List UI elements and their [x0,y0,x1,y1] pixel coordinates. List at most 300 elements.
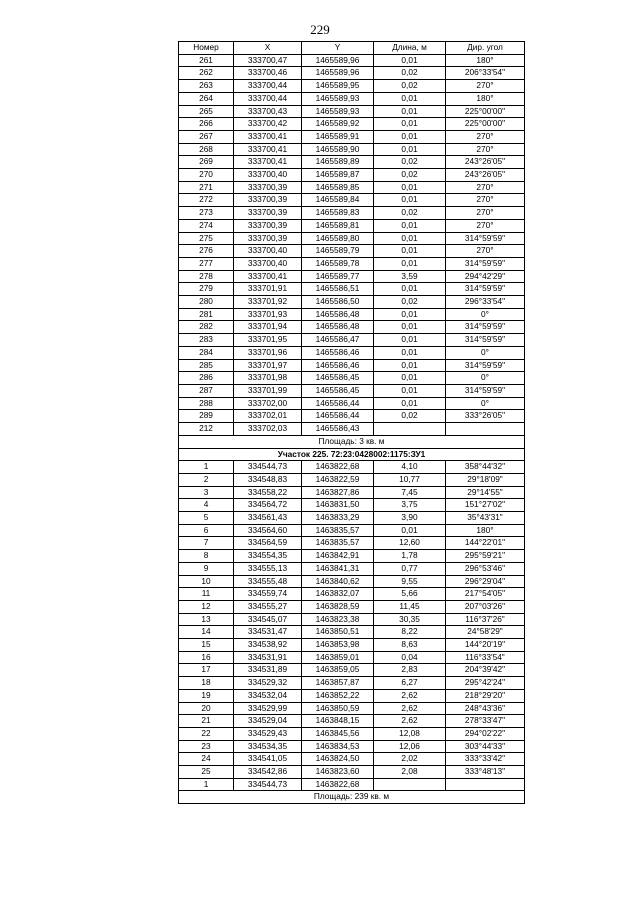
y-coordinate-cell: 1463824,50 [302,753,374,766]
y-coordinate-cell: 1463850,59 [302,702,374,715]
table-row [179,727,525,740]
angle-cell: 270° [446,207,525,220]
length-cell: 0,01 [374,181,446,194]
y-coordinate-cell: 1465586,44 [302,410,374,423]
point-number-cell: 263 [179,80,234,93]
table-row [179,270,525,283]
y-coordinate-cell: 1465589,79 [302,245,374,258]
table-row [179,588,525,601]
point-number-cell: 19 [179,689,234,702]
length-cell: 2,08 [374,766,446,779]
length-cell: 10,77 [374,473,446,486]
angle-cell: 314°59'59" [446,384,525,397]
table-row [179,524,525,537]
angle-cell: 333°26'05" [446,410,525,423]
point-number-cell: 267 [179,130,234,143]
section2-rows [179,461,525,791]
length-cell: 12,06 [374,740,446,753]
table-row [179,778,525,791]
x-coordinate-cell: 333700,44 [234,80,302,93]
table-row [179,232,525,245]
table-row [179,194,525,207]
length-cell: 12,60 [374,537,446,550]
length-cell: 0,04 [374,651,446,664]
table-row [179,283,525,296]
y-coordinate-cell: 1463823,38 [302,613,374,626]
y-coordinate-cell: 1465586,45 [302,384,374,397]
section2-area-row [179,791,525,804]
column-header-x: X [234,42,302,55]
point-number-cell: 6 [179,524,234,537]
table-row [179,715,525,728]
x-coordinate-cell: 334531,91 [234,651,302,664]
y-coordinate-cell: 1465586,50 [302,296,374,309]
x-coordinate-cell: 333700,39 [234,232,302,245]
x-coordinate-cell: 333701,99 [234,384,302,397]
table-row [179,207,525,220]
angle-cell: 270° [446,181,525,194]
table-row [179,702,525,715]
angle-cell: 294°42'29" [446,270,525,283]
table-row [179,562,525,575]
point-number-cell: 5 [179,512,234,525]
x-coordinate-cell: 333700,44 [234,92,302,105]
y-coordinate-cell: 1463833,29 [302,512,374,525]
table-row [179,575,525,588]
length-cell: 6,27 [374,677,446,690]
x-coordinate-cell: 333700,41 [234,270,302,283]
point-number-cell: 262 [179,67,234,80]
point-number-cell: 8 [179,550,234,563]
x-coordinate-cell: 334545,07 [234,613,302,626]
point-number-cell: 4 [179,499,234,512]
table-row [179,423,525,436]
point-number-cell: 24 [179,753,234,766]
length-cell: 0,01 [374,219,446,232]
x-coordinate-cell: 333701,95 [234,334,302,347]
y-coordinate-cell: 1465589,78 [302,257,374,270]
point-number-cell: 9 [179,562,234,575]
table-row [179,626,525,639]
point-number-cell: 11 [179,588,234,601]
x-coordinate-cell: 334558,22 [234,486,302,499]
point-number-cell: 261 [179,54,234,67]
x-coordinate-cell: 333700,39 [234,194,302,207]
point-number-cell: 264 [179,92,234,105]
x-coordinate-cell: 333700,41 [234,156,302,169]
length-cell: 2,83 [374,664,446,677]
angle-cell: 296°33'54" [446,296,525,309]
angle-cell: 314°59'59" [446,359,525,372]
x-coordinate-cell: 334531,89 [234,664,302,677]
length-cell [374,778,446,791]
angle-cell: 204°39'42" [446,664,525,677]
y-coordinate-cell: 1465589,96 [302,54,374,67]
angle-cell: 180° [446,92,525,105]
section2-area: Площадь: 239 кв. м [179,791,525,804]
length-cell: 0,02 [374,80,446,93]
y-coordinate-cell: 1465589,89 [302,156,374,169]
y-coordinate-cell: 1463827,86 [302,486,374,499]
point-number-cell: 3 [179,486,234,499]
length-cell: 0,01 [374,118,446,131]
x-coordinate-cell: 334564,72 [234,499,302,512]
y-coordinate-cell: 1465586,45 [302,372,374,385]
angle-cell: 333°33'42" [446,753,525,766]
length-cell: 8,63 [374,639,446,652]
table-row [179,677,525,690]
table-row [179,473,525,486]
y-coordinate-cell: 1465589,92 [302,118,374,131]
y-coordinate-cell: 1463842,91 [302,550,374,563]
length-cell: 0,01 [374,372,446,385]
table-row [179,346,525,359]
angle-cell: 314°59'59" [446,283,525,296]
angle-cell: 295°42'24" [446,677,525,690]
table-row [179,257,525,270]
length-cell: 0,01 [374,283,446,296]
x-coordinate-cell: 333701,94 [234,321,302,334]
point-number-cell: 21 [179,715,234,728]
angle-cell: 116°33'54" [446,651,525,664]
table-row [179,384,525,397]
point-number-cell: 2 [179,473,234,486]
length-cell: 0,01 [374,334,446,347]
x-coordinate-cell: 333702,00 [234,397,302,410]
x-coordinate-cell: 333700,39 [234,207,302,220]
x-coordinate-cell: 333700,43 [234,105,302,118]
length-cell: 4,10 [374,461,446,474]
point-number-cell: 283 [179,334,234,347]
angle-cell [446,778,525,791]
y-coordinate-cell: 1465586,48 [302,321,374,334]
x-coordinate-cell: 333701,93 [234,308,302,321]
point-number-cell: 269 [179,156,234,169]
angle-cell: 225°00'00" [446,118,525,131]
y-coordinate-cell: 1463831,50 [302,499,374,512]
table-row [179,600,525,613]
x-coordinate-cell: 334544,73 [234,461,302,474]
x-coordinate-cell: 333702,03 [234,423,302,436]
section1-area-row [179,435,525,448]
y-coordinate-cell: 1465586,47 [302,334,374,347]
y-coordinate-cell: 1463845,56 [302,727,374,740]
x-coordinate-cell: 334532,04 [234,689,302,702]
x-coordinate-cell: 334541,05 [234,753,302,766]
angle-cell: 35°43'31" [446,512,525,525]
y-coordinate-cell: 1465589,90 [302,143,374,156]
point-number-cell: 16 [179,651,234,664]
x-coordinate-cell: 333700,41 [234,130,302,143]
length-cell: 2,62 [374,689,446,702]
angle-cell: 270° [446,245,525,258]
angle-cell [446,423,525,436]
angle-cell: 217°54'05" [446,588,525,601]
point-number-cell: 282 [179,321,234,334]
angle-cell: 314°59'59" [446,232,525,245]
length-cell: 0,01 [374,245,446,258]
x-coordinate-cell: 333700,40 [234,169,302,182]
y-coordinate-cell: 1463834,53 [302,740,374,753]
point-number-cell: 285 [179,359,234,372]
y-coordinate-cell: 1465586,44 [302,397,374,410]
angle-cell: 270° [446,130,525,143]
point-number-cell: 288 [179,397,234,410]
section2-title-row [179,448,525,461]
table-row [179,67,525,80]
point-number-cell: 25 [179,766,234,779]
angle-cell: 180° [446,54,525,67]
y-coordinate-cell: 1465586,46 [302,359,374,372]
y-coordinate-cell: 1463852,22 [302,689,374,702]
y-coordinate-cell: 1463835,57 [302,524,374,537]
table-row [179,169,525,182]
angle-cell: 314°59'59" [446,257,525,270]
length-cell: 2,02 [374,753,446,766]
length-cell: 0,01 [374,346,446,359]
y-coordinate-cell: 1465589,85 [302,181,374,194]
point-number-cell: 286 [179,372,234,385]
point-number-cell: 276 [179,245,234,258]
point-number-cell: 10 [179,575,234,588]
length-cell: 0,01 [374,321,446,334]
table-row [179,105,525,118]
y-coordinate-cell: 1465589,83 [302,207,374,220]
length-cell: 0,01 [374,397,446,410]
angle-cell: 243°26'05" [446,169,525,182]
length-cell: 8,22 [374,626,446,639]
x-coordinate-cell: 333701,91 [234,283,302,296]
point-number-cell: 279 [179,283,234,296]
angle-cell: 248°43'36" [446,702,525,715]
length-cell: 11,45 [374,600,446,613]
length-cell: 0,01 [374,92,446,105]
table-row [179,143,525,156]
angle-cell: 207°03'26" [446,600,525,613]
angle-cell: 358°44'32" [446,461,525,474]
x-coordinate-cell: 333700,39 [234,181,302,194]
table-row [179,689,525,702]
table-row [179,486,525,499]
x-coordinate-cell: 334548,83 [234,473,302,486]
point-number-cell: 287 [179,384,234,397]
x-coordinate-cell: 334538,92 [234,639,302,652]
x-coordinate-cell: 334564,59 [234,537,302,550]
y-coordinate-cell: 1465589,95 [302,80,374,93]
length-cell: 3,59 [374,270,446,283]
y-coordinate-cell: 1463857,87 [302,677,374,690]
length-cell: 9,55 [374,575,446,588]
x-coordinate-cell: 334555,13 [234,562,302,575]
x-coordinate-cell: 333700,47 [234,54,302,67]
y-coordinate-cell: 1463848,15 [302,715,374,728]
table-row [179,308,525,321]
x-coordinate-cell: 333700,46 [234,67,302,80]
point-number-cell: 284 [179,346,234,359]
length-cell: 30,35 [374,613,446,626]
section2-title: Участок 225. 72:23:0428002:1175:ЗУ1 [179,448,525,461]
point-number-cell: 13 [179,613,234,626]
point-number-cell: 7 [179,537,234,550]
point-number-cell: 277 [179,257,234,270]
table-row [179,512,525,525]
table-row [179,130,525,143]
table-row [179,639,525,652]
table-row [179,766,525,779]
x-coordinate-cell: 333701,96 [234,346,302,359]
x-coordinate-cell: 334561,43 [234,512,302,525]
length-cell: 12,08 [374,727,446,740]
angle-cell: 314°59'59" [446,334,525,347]
point-number-cell: 12 [179,600,234,613]
length-cell: 5,66 [374,588,446,601]
x-coordinate-cell: 333702,01 [234,410,302,423]
y-coordinate-cell: 1463828,59 [302,600,374,613]
point-number-cell: 289 [179,410,234,423]
angle-cell: 296°29'04" [446,575,525,588]
table-row [179,321,525,334]
length-cell: 0,02 [374,169,446,182]
point-number-cell: 212 [179,423,234,436]
length-cell: 3,90 [374,512,446,525]
x-coordinate-cell: 334544,73 [234,778,302,791]
y-coordinate-cell: 1463841,31 [302,562,374,575]
angle-cell: 243°26'05" [446,156,525,169]
length-cell: 0,77 [374,562,446,575]
point-number-cell: 17 [179,664,234,677]
y-coordinate-cell: 1465586,51 [302,283,374,296]
point-number-cell: 1 [179,461,234,474]
page-number: 229 [310,22,330,37]
table-row [179,181,525,194]
x-coordinate-cell: 333700,39 [234,219,302,232]
x-coordinate-cell: 333700,40 [234,257,302,270]
angle-cell: 303°44'33" [446,740,525,753]
angle-cell: 278°33'47" [446,715,525,728]
section1-area: Площадь: 3 кв. м [179,435,525,448]
point-number-cell: 278 [179,270,234,283]
y-coordinate-cell: 1465589,96 [302,67,374,80]
length-cell: 0,01 [374,54,446,67]
y-coordinate-cell: 1465589,91 [302,130,374,143]
angle-cell: 314°59'59" [446,321,525,334]
table-row [179,664,525,677]
y-coordinate-cell: 1465589,93 [302,105,374,118]
table-row [179,537,525,550]
angle-cell: 270° [446,80,525,93]
table-row [179,410,525,423]
length-cell: 0,02 [374,207,446,220]
length-cell: 0,02 [374,296,446,309]
point-number-cell: 268 [179,143,234,156]
angle-cell: 270° [446,219,525,232]
x-coordinate-cell: 333701,97 [234,359,302,372]
length-cell: 7,45 [374,486,446,499]
table-row [179,219,525,232]
table-row [179,499,525,512]
angle-cell: 29°14'55" [446,486,525,499]
point-number-cell: 270 [179,169,234,182]
angle-cell: 24°58'29" [446,626,525,639]
table-row [179,461,525,474]
point-number-cell: 271 [179,181,234,194]
point-number-cell: 280 [179,296,234,309]
point-number-cell: 266 [179,118,234,131]
length-cell: 1,78 [374,550,446,563]
y-coordinate-cell: 1463850,51 [302,626,374,639]
x-coordinate-cell: 334529,32 [234,677,302,690]
length-cell: 2,62 [374,702,446,715]
length-cell: 0,01 [374,359,446,372]
length-cell: 0,01 [374,524,446,537]
x-coordinate-cell: 334529,04 [234,715,302,728]
table-row [179,92,525,105]
angle-cell: 206°33'54" [446,67,525,80]
point-number-cell: 23 [179,740,234,753]
y-coordinate-cell: 1465589,87 [302,169,374,182]
length-cell: 0,01 [374,384,446,397]
point-number-cell: 1 [179,778,234,791]
length-cell: 0,02 [374,156,446,169]
length-cell: 0,01 [374,232,446,245]
y-coordinate-cell: 1465586,46 [302,346,374,359]
x-coordinate-cell: 334531,47 [234,626,302,639]
x-coordinate-cell: 333701,92 [234,296,302,309]
table-row [179,156,525,169]
angle-cell: 0° [446,346,525,359]
length-cell [374,423,446,436]
point-number-cell: 18 [179,677,234,690]
point-number-cell: 14 [179,626,234,639]
coordinates-table [178,41,525,804]
x-coordinate-cell: 334564,60 [234,524,302,537]
length-cell: 0,01 [374,143,446,156]
table-row [179,550,525,563]
column-header-angle: Дир. угол [446,42,525,55]
x-coordinate-cell: 333700,41 [234,143,302,156]
angle-cell: 333°48'13" [446,766,525,779]
point-number-cell: 275 [179,232,234,245]
x-coordinate-cell: 334555,48 [234,575,302,588]
y-coordinate-cell: 1463823,60 [302,766,374,779]
angle-cell: 0° [446,397,525,410]
y-coordinate-cell: 1465589,77 [302,270,374,283]
point-number-cell: 274 [179,219,234,232]
table-header-row [179,42,525,55]
point-number-cell: 20 [179,702,234,715]
angle-cell: 270° [446,194,525,207]
y-coordinate-cell: 1463822,68 [302,461,374,474]
x-coordinate-cell: 334529,43 [234,727,302,740]
table-row [179,372,525,385]
angle-cell: 294°02'22" [446,727,525,740]
x-coordinate-cell: 334529,99 [234,702,302,715]
length-cell: 3,75 [374,499,446,512]
column-header-number: Номер [179,42,234,55]
angle-cell: 151°27'02" [446,499,525,512]
angle-cell: 0° [446,308,525,321]
table-row [179,80,525,93]
y-coordinate-cell: 1463859,01 [302,651,374,664]
x-coordinate-cell: 333700,40 [234,245,302,258]
angle-cell: 0° [446,372,525,385]
point-number-cell: 273 [179,207,234,220]
table-row [179,359,525,372]
column-header-length: Длина, м [374,42,446,55]
point-number-cell: 281 [179,308,234,321]
table-row [179,245,525,258]
x-coordinate-cell: 334554,35 [234,550,302,563]
